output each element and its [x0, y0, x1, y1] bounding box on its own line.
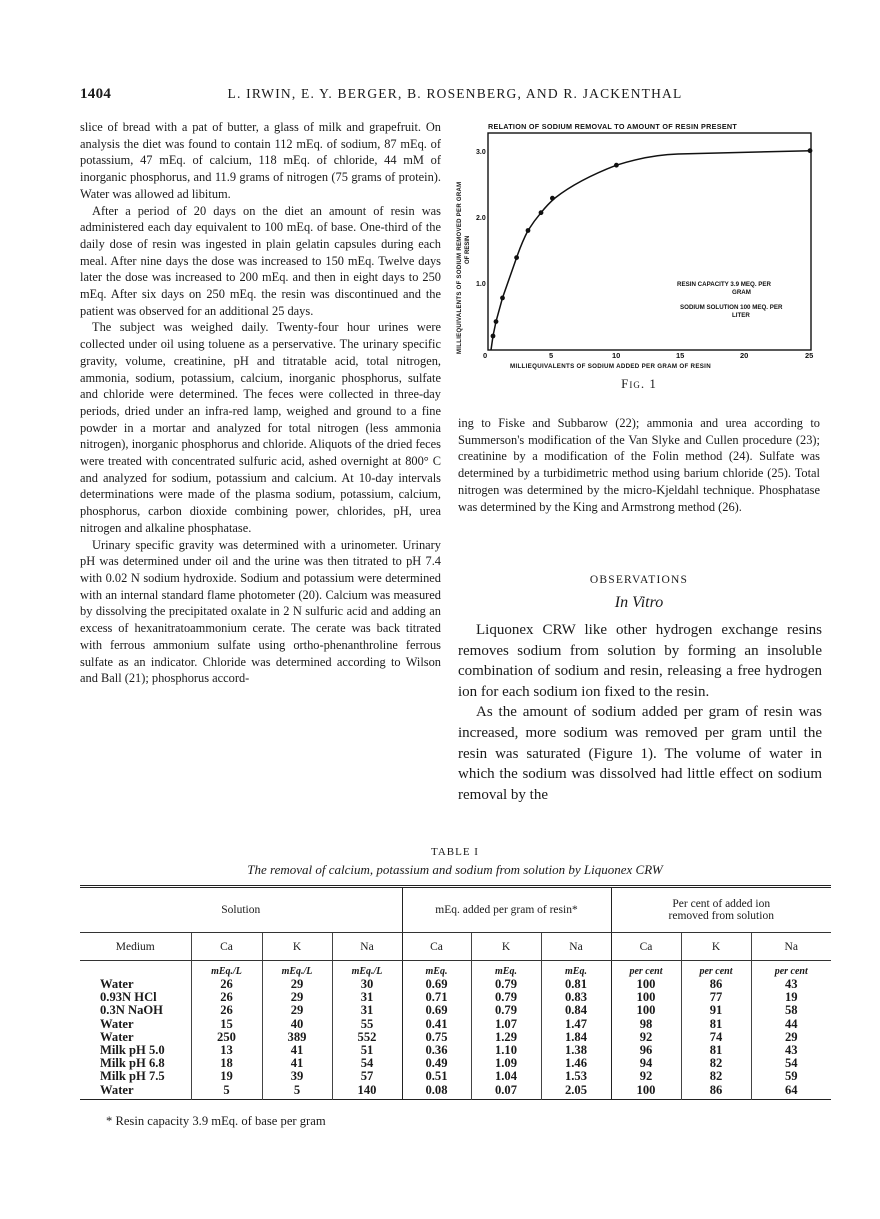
table-row [80, 1070, 831, 1083]
unit-cell: mEq. [471, 961, 541, 979]
running-head [80, 86, 830, 106]
cell: 31 [332, 1004, 402, 1017]
cell: 29 [262, 1004, 332, 1017]
cell: 64 [751, 1084, 831, 1100]
col-header-k: K [471, 933, 541, 961]
table-caption: The removal of calcium, potassium and sodium from solution by Liquonex CRW [247, 862, 663, 877]
cell: 250 [191, 1031, 262, 1044]
cell: 0.83 [541, 991, 611, 1004]
cell: 140 [332, 1084, 402, 1100]
cell: 51 [332, 1044, 402, 1057]
cell: 41 [262, 1044, 332, 1057]
cell: 91 [681, 1004, 751, 1017]
table-row [80, 1004, 831, 1017]
cell: 1.38 [541, 1044, 611, 1057]
y-axis-label: MILLIEQUIVALENTS OF SODIUM REMOVED PER GRAM [457, 181, 463, 354]
y-tick-3: 3.0 [476, 149, 486, 156]
cell: 0.69 [402, 1004, 471, 1017]
paragraph: The subject was weighed daily. Twenty-four hour urines were collected under oil using toluene as a perservative. The urinary specific gravity, volume, creatinine, pH and titratable acid, total nitrogen, ammonia, sodium, potassium, calcium, inorganic phosphorus, sulfate and chloride were determined. The feces were collected in three-day periods, dried under an infra-red lamp, weighed and ground to a fine powder in a mortar and analyzed for total nitrogen (less ammonia nitrogen), inorganic phosphorus and chloride. Aliquots of the dried feces were treated with concentrated sulfuric acid, ashed overnight at 800° C and analyzed for sodium, potassium and calcium. At 10-day intervals determinations were made of the plasma sodium, potassium, calcium, phosphorus, carbon dioxide combining power, chlorides, pH, urea nitrogen and alkaline phosphatase. [80, 320, 441, 535]
cell: 54 [332, 1057, 402, 1070]
table-row [80, 1084, 831, 1100]
x-tick-20: 20 [740, 351, 749, 360]
cell: 2.05 [541, 1084, 611, 1100]
author-line: L. IRWIN, E. Y. BERGER, B. ROSENBERG, AND R. JACKENTHAL [227, 86, 683, 101]
cell: 26 [191, 978, 262, 991]
cell: 44 [751, 1018, 831, 1031]
cell: 31 [332, 991, 402, 1004]
chart-title: RELATION OF SODIUM REMOVAL TO AMOUNT OF RESIN PRESENT [488, 122, 738, 131]
col-header-na: Na [541, 933, 611, 961]
cell: 1.47 [541, 1018, 611, 1031]
cell: 82 [681, 1070, 751, 1083]
cell: 552 [332, 1031, 402, 1044]
cell: 77 [681, 991, 751, 1004]
cell: 1.04 [471, 1070, 541, 1083]
cell: 1.84 [541, 1031, 611, 1044]
cell: 26 [191, 1004, 262, 1017]
x-axis-label: MILLIEQUIVALENTS OF SODIUM ADDED PER GRAM OF RESIN [510, 363, 711, 370]
paragraph: As the amount of sodium added per gram of resin was increased, more sodium was removed per gram until the resin was saturated (Figure 1). The volume of water in which the sodium was dissolved had little effect on sodium removal by the [458, 704, 822, 803]
cell: 0.79 [471, 1004, 541, 1017]
x-tick-10: 10 [612, 351, 621, 360]
cell: 5 [262, 1084, 332, 1100]
cell: 0.81 [541, 978, 611, 991]
y-axis-label-2: OF RESIN [465, 235, 471, 264]
cell: 59 [751, 1070, 831, 1083]
paragraph: After a period of 20 days on the diet an amount of resin was administered each day equivalent to 100 mEq. of base. One-third of the daily dose of resin was ingested in plain gelatin capsules during each meal. After nine days the dose was increased to 150 mEq. Twelve days later the dose was increased to 200 mEq. and then in eight days to 250 mEq. After six days on 250 mEq. the resin was discontinued and the patient was observed for an additional 25 days. [80, 203, 441, 318]
cell-medium: Water [100, 1082, 134, 1097]
section-heading: OBSERVATIONS [589, 574, 689, 586]
cell: 74 [681, 1031, 751, 1044]
cell: 0.08 [402, 1084, 471, 1100]
cell: 0.49 [402, 1057, 471, 1070]
cell-medium: Milk pH 7.5 [100, 1069, 165, 1084]
cell: 1.53 [541, 1070, 611, 1083]
cell-medium: Milk pH 6.8 [100, 1056, 165, 1071]
cell: 0.41 [402, 1018, 471, 1031]
cell: 1.07 [471, 1018, 541, 1031]
cell: 43 [751, 1044, 831, 1057]
x-tick-25: 25 [805, 351, 814, 360]
figure-caption: Fig. 1 [621, 376, 657, 391]
table-1 [80, 885, 831, 1100]
cell: 81 [681, 1044, 751, 1057]
cell-medium: Water [100, 1029, 134, 1044]
cell: 0.71 [402, 991, 471, 1004]
cell: 389 [262, 1031, 332, 1044]
cell: 40 [262, 1018, 332, 1031]
right-column-continuation [458, 415, 820, 515]
x-tick-0: 0 [483, 351, 488, 360]
col-header-k: K [262, 933, 332, 961]
group-header-percent: Per cent of added ion removed from solution [611, 887, 831, 933]
cell-medium: Milk pH 5.0 [100, 1043, 165, 1058]
group-header-row [80, 887, 831, 933]
unit-cell: per cent [611, 961, 681, 979]
cell: 100 [611, 1004, 681, 1017]
cell: 82 [681, 1057, 751, 1070]
unit-cell [80, 961, 191, 979]
cell: 0.79 [471, 991, 541, 1004]
col-header-medium: Medium [80, 933, 191, 961]
unit-cell: per cent [681, 961, 751, 979]
column-header-row [80, 933, 831, 961]
cell: 58 [751, 1004, 831, 1017]
col-header-ca: Ca [402, 933, 471, 961]
col-header-na: Na [332, 933, 402, 961]
right-column-observations [458, 620, 822, 805]
cell: 39 [262, 1070, 332, 1083]
annotation-solution: SODIUM SOLUTION 100 MEQ. PER [680, 304, 783, 311]
cell: 55 [332, 1018, 402, 1031]
cell: 29 [751, 1031, 831, 1044]
cell: 0.36 [402, 1044, 471, 1057]
cell: 13 [191, 1044, 262, 1057]
sodium-removal-chart [448, 118, 828, 378]
annotation-capacity: RESIN CAPACITY 3.9 MEQ. PER [677, 281, 771, 288]
cell: 0.07 [471, 1084, 541, 1100]
cell: 100 [611, 978, 681, 991]
x-tick-15: 15 [676, 351, 685, 360]
cell: 81 [681, 1018, 751, 1031]
cell: 0.51 [402, 1070, 471, 1083]
figure-1 [448, 118, 828, 398]
col-header-k: K [681, 933, 751, 961]
y-tick-2: 2.0 [476, 215, 486, 222]
cell: 41 [262, 1057, 332, 1070]
cell: 29 [262, 978, 332, 991]
table-label: TABLE I [431, 846, 479, 858]
paragraph: slice of bread with a pat of butter, a glass of milk and grapefruit. On analysis the diet was found to contain 112 mEq. of sodium, 87 mEq. of potassium, 47 mEq. of calcium, 118 mEq. of chloride, 44 mM of inorganic phosphorus, and 11.9 grams of nitrogen (75 grams of protein). Water was allowed ad libitum. [80, 120, 441, 201]
cell-medium: 0.3N NaOH [100, 1003, 163, 1018]
cell: 96 [611, 1044, 681, 1057]
cell: 92 [611, 1031, 681, 1044]
table-row [80, 1018, 831, 1031]
cell: 15 [191, 1018, 262, 1031]
cell: 1.46 [541, 1057, 611, 1070]
cell: 57 [332, 1070, 402, 1083]
left-column [80, 119, 441, 687]
cell: 100 [611, 991, 681, 1004]
cell: 0.84 [541, 1004, 611, 1017]
unit-cell: mEq./L [191, 961, 262, 979]
col-header-na: Na [751, 933, 831, 961]
cell: 18 [191, 1057, 262, 1070]
subsection-heading: In Vitro [614, 594, 664, 611]
plot-frame [488, 133, 811, 350]
cell: 43 [751, 978, 831, 991]
cell: 1.09 [471, 1057, 541, 1070]
cell: 19 [751, 991, 831, 1004]
cell: 86 [681, 978, 751, 991]
group-header-added: mEq. added per gram of resin* [402, 887, 611, 933]
cell: 30 [332, 978, 402, 991]
cell-medium: Water [100, 1016, 134, 1031]
unit-cell: mEq./L [262, 961, 332, 979]
annotation-solution-2: LITER [732, 312, 750, 319]
unit-cell: mEq./L [332, 961, 402, 979]
cell: 1.10 [471, 1044, 541, 1057]
col-header-ca: Ca [611, 933, 681, 961]
x-tick-5: 5 [549, 351, 554, 360]
cell: 0.69 [402, 978, 471, 991]
cell-medium: 0.93N HCl [100, 990, 157, 1005]
cell: 92 [611, 1070, 681, 1083]
cell: 0.79 [471, 978, 541, 991]
col-header-ca: Ca [191, 933, 262, 961]
cell: 5 [191, 1084, 262, 1100]
paragraph: ing to Fiske and Subbarow (22); ammonia and urea according to Summerson's modification of the Van Slyke and Cullen procedure (23); creatinine by a modification of the Folin method (24). Sulfate was determined by a turbidimetric method using barium chloride (25). Total nitrogen was determined by the micro-Kjeldahl technique. Phosphatase was determined by the King and Armstrong method (26). [458, 416, 820, 514]
units-row [80, 961, 831, 979]
paragraph: Liquonex CRW like other hydrogen exchange resins removes sodium from solution by forming an insoluble combination of sodium and resin, releasing a free hydrogen ion for each sodium ion fixed to the resin. [458, 622, 822, 700]
unit-cell: mEq. [402, 961, 471, 979]
page-number: 1404 [80, 86, 112, 102]
cell: 26 [191, 991, 262, 1004]
cell: 86 [681, 1084, 751, 1100]
table-footnote: * Resin capacity 3.9 mEq. of base per gram [106, 1114, 326, 1128]
group-header-solution: Solution [80, 887, 402, 933]
cell-medium: Water [100, 977, 134, 991]
cell: 54 [751, 1057, 831, 1070]
y-tick-1: 1.0 [476, 281, 486, 288]
unit-cell: per cent [751, 961, 831, 979]
data-curve [491, 151, 811, 350]
cell: 98 [611, 1018, 681, 1031]
cell: 94 [611, 1057, 681, 1070]
cell: 1.29 [471, 1031, 541, 1044]
annotation-capacity-2: GRAM [732, 289, 751, 296]
cell: 29 [262, 991, 332, 1004]
paragraph: Urinary specific gravity was determined with a urinometer. Urinary pH was determined under oil and the urine was then titrated to pH 7.4 with 0.02 N sodium hydroxide. Sodium and potassium were determined with an internal standard flame photometer (20). Calcium was measured by dissolving the precipitated oxalate in 2 N sulfuric acid and adding an excess of hexanitratoammonium cerate. The cerate was back titrated with ferrous ammonium sulfate using ortho-phenanthroline ferrous sulfate as an indicator. Chloride was determined according to Wilson and Ball (21); phosphorus accord- [80, 537, 441, 686]
cell: 0.75 [402, 1031, 471, 1044]
cell: 19 [191, 1070, 262, 1083]
cell: 100 [611, 1084, 681, 1100]
unit-cell: mEq. [541, 961, 611, 979]
